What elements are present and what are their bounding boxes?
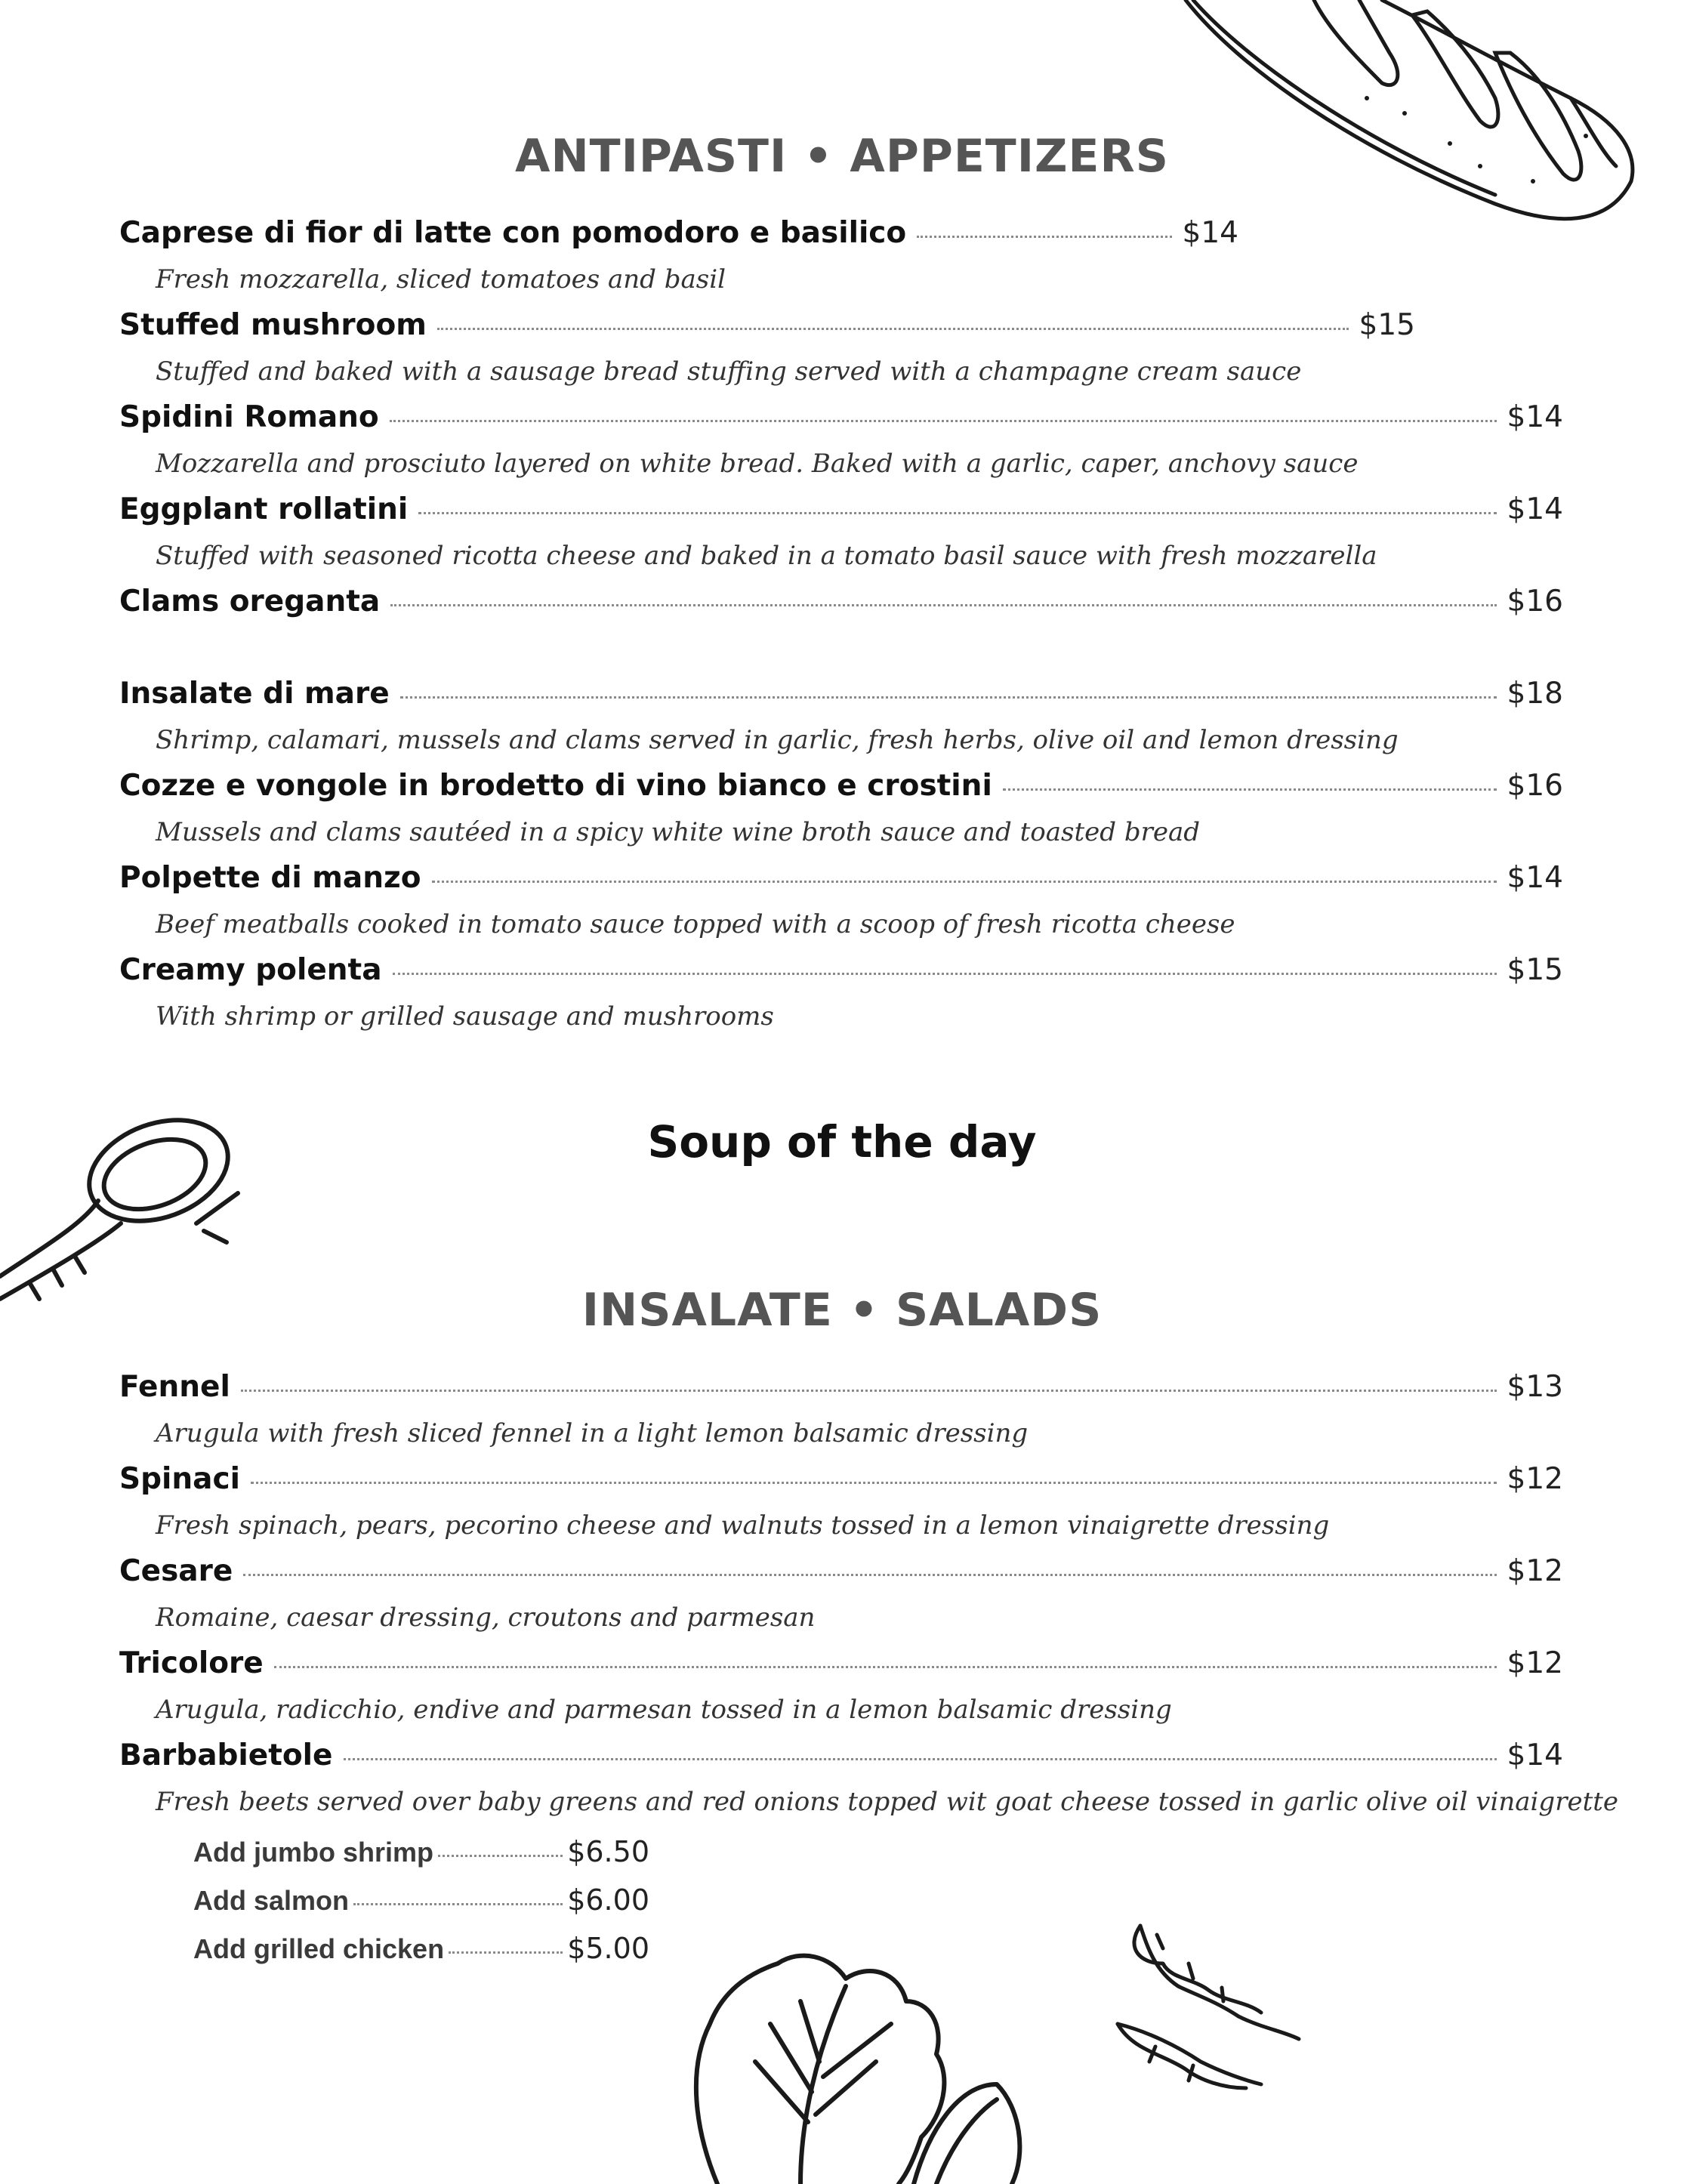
item-description: With shrimp or grilled sausage and mushrooms	[156, 1001, 774, 1032]
lettuce-illustration	[687, 1933, 1035, 2184]
leader-dots	[241, 1390, 1497, 1392]
item-description: Arugula with fresh sliced fennel in a light lemon balsamic dressing	[156, 1418, 1029, 1448]
addon-grilled-chicken	[193, 1932, 649, 1974]
item-price: $16	[1507, 769, 1563, 803]
leader-dots	[438, 1855, 563, 1857]
leader-dots	[418, 512, 1496, 514]
item-description: Fresh spinach, pears, pecorino cheese and walnuts tossed in a lemon vinaigrette dressing	[156, 1510, 1330, 1541]
addon-jumbo-shrimp	[193, 1835, 649, 1877]
menu-item-caprese	[119, 216, 1238, 261]
menu-item-insalate-di-mare	[119, 677, 1563, 722]
menu-item-tricolore	[119, 1646, 1563, 1692]
addon-price: $6.00	[567, 1883, 649, 1917]
item-price: $12	[1507, 1462, 1563, 1496]
menu-item-spinaci	[119, 1462, 1563, 1507]
item-price: $15	[1507, 953, 1563, 987]
addon-name: Add grilled chicken	[193, 1933, 445, 1964]
item-price: $14	[1507, 492, 1563, 526]
leader-dots	[243, 1574, 1496, 1576]
addon-name: Add salmon	[193, 1885, 350, 1916]
item-name: Creamy polenta	[119, 953, 382, 987]
item-description: Arugula, radicchio, endive and parmesan tossed in a lemon balsamic dressing	[156, 1695, 1172, 1725]
addon-salmon	[193, 1883, 649, 1926]
menu-item-eggplant-rollatini	[119, 492, 1563, 538]
item-name: Polpette di manzo	[119, 861, 421, 895]
item-name: Insalate di mare	[119, 677, 390, 711]
item-description: Mozzarella and prosciuto layered on white bread. Baked with a garlic, caper, anchovy sauce	[156, 449, 1359, 479]
item-description: Beef meatballs cooked in tomato sauce topped with a scoop of fresh ricotta cheese	[156, 909, 1235, 939]
item-name: Spinaci	[119, 1462, 240, 1496]
menu-item-cozze-e-vongole	[119, 769, 1563, 814]
leader-dots	[449, 1951, 563, 1954]
item-price: $14	[1182, 216, 1238, 250]
item-price: $14	[1507, 400, 1563, 434]
item-description: Mussels and clams sautéed in a spicy white wine broth sauce and toasted bread	[156, 817, 1201, 847]
addon-price: $5.00	[567, 1932, 649, 1965]
item-name: Eggplant rollatini	[119, 492, 409, 526]
item-name: Barbabietole	[119, 1738, 333, 1772]
menu-item-clams-oreganta	[119, 585, 1563, 630]
menu-item-stuffed-mushroom	[119, 308, 1415, 353]
item-name: Spidini Romano	[119, 400, 379, 434]
insalate-section-title: INSALATE • SALADS	[581, 1284, 1103, 1337]
item-price: $14	[1507, 861, 1563, 895]
leader-dots	[344, 1758, 1497, 1760]
menu-item-spidini-romano	[119, 400, 1563, 446]
menu-item-barbabietole	[119, 1738, 1563, 1784]
item-price: $12	[1507, 1554, 1563, 1588]
addon-name: Add jumbo shrimp	[193, 1837, 433, 1868]
item-name: Caprese di fior di latte con pomodoro e basilico	[119, 216, 907, 250]
item-description: Romaine, caesar dressing, croutons and parmesan	[156, 1603, 816, 1633]
leader-dots	[390, 420, 1497, 422]
item-description: Stuffed with seasoned ricotta cheese and baked in a tomato basil sauce with fresh mozzarella	[156, 541, 1377, 571]
leader-dots	[390, 604, 1496, 606]
menu-item-cesare	[119, 1554, 1563, 1599]
item-description: Fresh mozzarella, sliced tomatoes and basil	[156, 264, 726, 295]
item-price: $18	[1507, 677, 1563, 711]
menu-item-creamy-polenta	[119, 953, 1563, 998]
leader-dots	[917, 236, 1171, 238]
leader-dots	[251, 1482, 1497, 1484]
item-description: Shrimp, calamari, mussels and clams served in garlic, fresh herbs, olive oil and lemon dressing	[156, 725, 1399, 755]
item-price: $14	[1507, 1738, 1563, 1772]
soup-of-the-day-title: Soup of the day	[647, 1116, 1037, 1168]
leader-dots	[1003, 788, 1497, 791]
item-name: Fennel	[119, 1370, 230, 1404]
item-name: Clams oreganta	[119, 585, 381, 618]
item-name: Cesare	[119, 1554, 233, 1588]
leader-dots	[353, 1903, 563, 1905]
arugula-illustration	[1110, 1918, 1306, 2099]
menu-item-polpette-di-manzo	[119, 861, 1563, 906]
item-price: $12	[1507, 1646, 1563, 1680]
antipasti-section-title: ANTIPASTI • APPETIZERS	[515, 130, 1169, 183]
item-name: Tricolore	[119, 1646, 264, 1680]
leader-dots	[393, 973, 1497, 975]
item-description: Fresh beets served over baby greens and red onions topped wit goat cheese tossed in garlic olive oil vinaigrette	[156, 1787, 1619, 1817]
item-price: $13	[1507, 1370, 1563, 1404]
item-price: $15	[1359, 308, 1415, 342]
leader-dots	[437, 328, 1349, 330]
item-price: $16	[1507, 585, 1563, 618]
baguette-illustration	[1178, 0, 1646, 242]
menu-item-fennel	[119, 1370, 1563, 1415]
leader-dots	[400, 696, 1497, 699]
item-name: Stuffed mushroom	[119, 308, 427, 342]
leader-dots	[432, 881, 1497, 883]
leader-dots	[274, 1666, 1497, 1668]
addon-price: $6.50	[567, 1835, 649, 1868]
item-description: Stuffed and baked with a sausage bread stuffing served with a champagne cream sauce	[156, 356, 1302, 387]
item-name: Cozze e vongole in brodetto di vino bianco e crostini	[119, 769, 992, 803]
